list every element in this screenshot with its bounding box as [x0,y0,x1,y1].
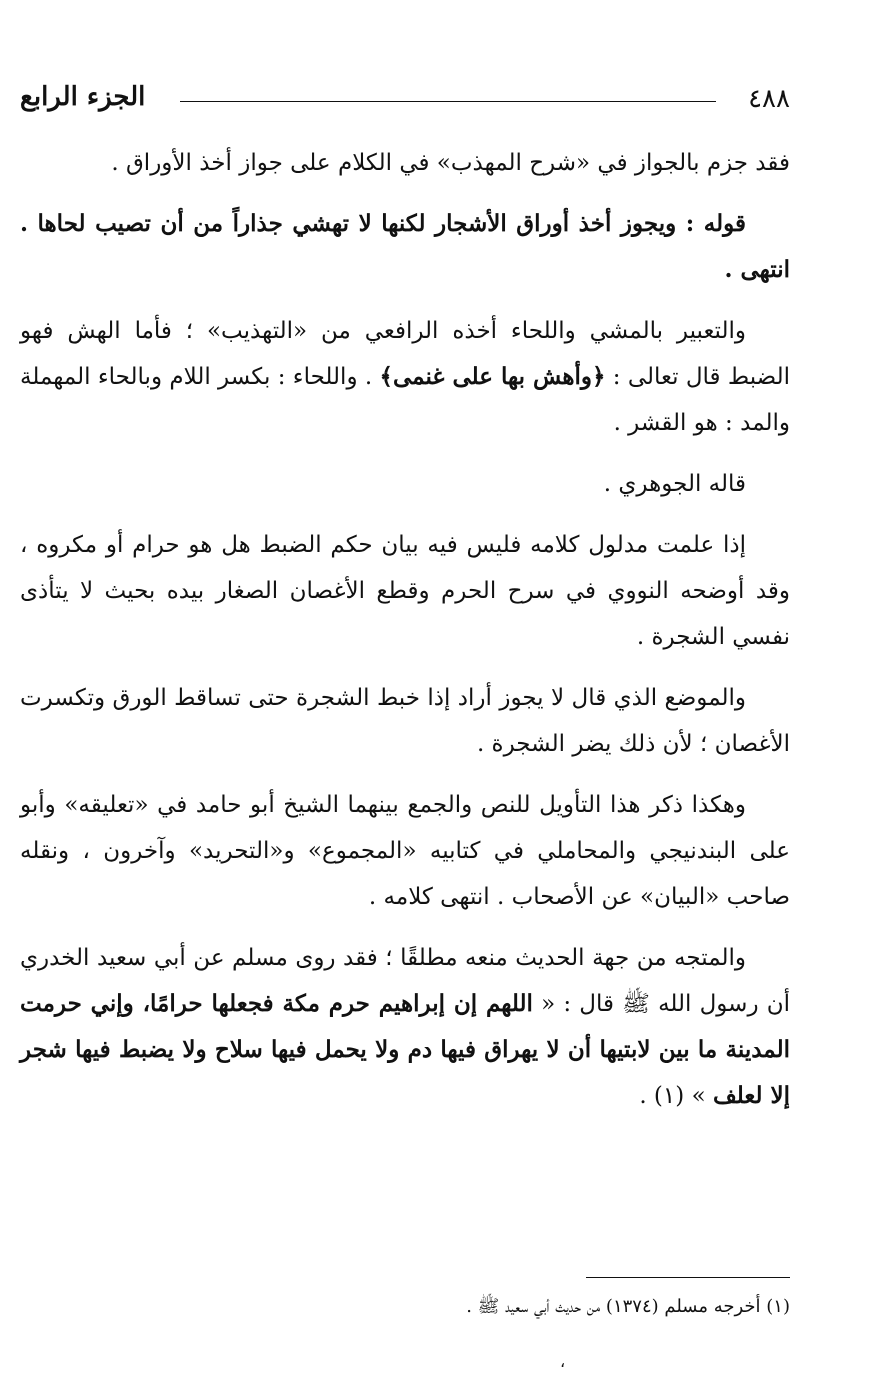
paragraph [20,308,790,446]
footnote-separator [586,1277,790,1278]
text-span: . واللحاء : بكسر اللام وبالحاء المهملة والمد : هو القشر . [20,364,790,436]
main-text [20,140,790,1134]
text-span: والمتجه من جهة الحديث منعه مطلقًا ؛ فقد روى مسلم عن أبي سعيد الخدري أن رسول الله ﷺ قال : « [20,945,791,1017]
volume-title: الجزء الرابع [20,82,146,112]
bold-text-span: ﴿وأهش بها على غنمى﴾ [379,363,606,390]
paragraph [20,935,790,1119]
paragraph [20,675,790,767]
bottom-mark: ، [560,1352,566,1371]
text-span: قاله الجوهري . [603,471,746,497]
paragraph [20,140,790,186]
paragraph [20,782,790,920]
page-number: ٤٨٨ [748,84,790,114]
bold-text-span: قوله : ويجوز أخذ أوراق الأشجار لكنها لا تهشي جذاراً من أن تصيب لحاها [37,210,746,237]
bold-text-span: اللهم إن إبراهيم حرم مكة فجعلها حرامًا، وإني حرمت المدينة ما بين لابتيها أن لا يهراق فيها دم ولا يحمل فيها سلاح ولا يضبط فيها شجر إلا لعلف [20,990,790,1109]
text-span: والتعبير بالمشي واللحاء أخذه الرافعي من «التهذيب» ؛ فأما الهش فهو الضبط قال تعالى : [20,318,790,390]
text-span: فقد جزم بالجواز في «شرح المهذب» في الكلام على جواز أخذ الأوراق . [111,150,790,176]
text-span: . انتهى . [20,210,790,283]
paragraph [20,522,790,660]
paragraph [20,461,790,507]
running-header [20,80,790,120]
paragraph [20,201,790,293]
text-span: وهكذا ذكر هذا التأويل للنص والجمع بينهما الشيخ أبو حامد في «تعليقه» وأبو على البندنيجي والمحاملي في كتابيه «المجموع» و«التحريد» وآخرون ، ونقله صاحب «البيان» عن الأصحاب . انتهى كلامه . [20,792,790,910]
text-span: » (١) . [639,1083,713,1109]
text-span: إذا علمت مدلول كلامه فليس فيه بيان حكم الضبط هل هو حرام أو مكروه ، وقد أوضحه النووي في سرح الحرم وقطع الأغصان الصغار بيده بحيث لا يتأذى نفسي الشجرة . [20,532,790,650]
header-rule [180,101,716,102]
text-span: والموضع الذي قال لا يجوز أراد إذا خبط الشجرة حتى تساقط الورق وتكسرت الأغصان ؛ لأن ذلك يضر الشجرة . [20,685,790,757]
footnote: (١) أخرجه مسلم (١٣٧٤) من حديث أبي سعيد ﷺ . [466,1296,790,1317]
